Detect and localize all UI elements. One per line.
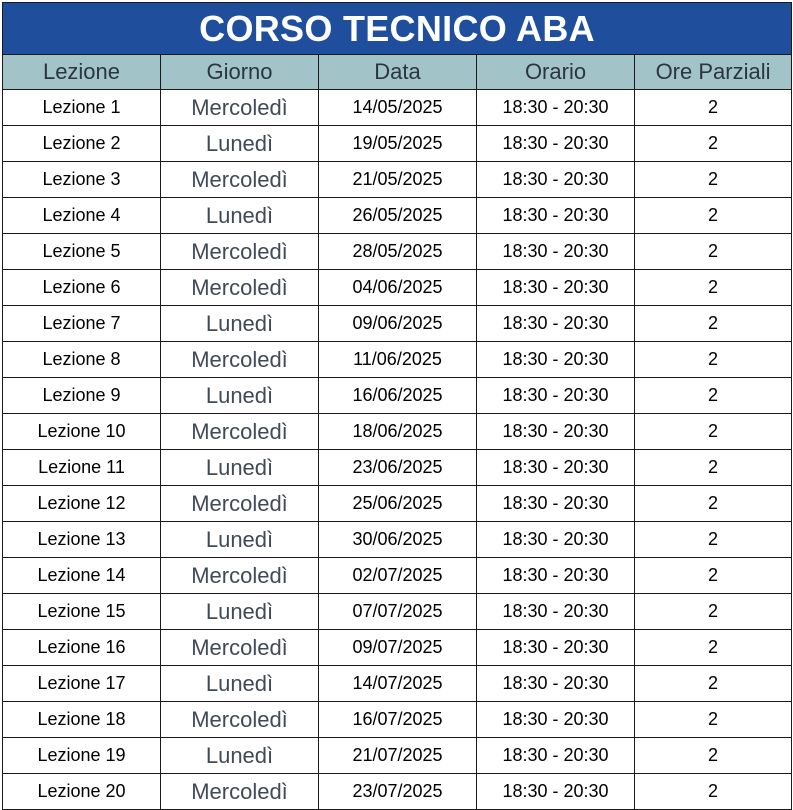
table-row	[3, 234, 792, 270]
date-cell: 02/07/2025	[319, 558, 477, 594]
table-row	[3, 162, 792, 198]
time-cell: 18:30 - 20:30	[477, 630, 635, 666]
lesson-cell: Lezione 9	[3, 378, 161, 414]
date-cell: 09/06/2025	[319, 306, 477, 342]
hours-cell: 2	[635, 270, 792, 306]
day-cell: Mercoledì	[161, 630, 319, 666]
hours-cell: 2	[635, 378, 792, 414]
time-cell: 18:30 - 20:30	[477, 162, 635, 198]
date-cell: 30/06/2025	[319, 522, 477, 558]
date-cell: 16/07/2025	[319, 702, 477, 738]
lesson-cell: Lezione 15	[3, 594, 161, 630]
day-cell: Mercoledì	[161, 414, 319, 450]
table-row	[3, 486, 792, 522]
hours-cell: 2	[635, 558, 792, 594]
day-cell: Mercoledì	[161, 270, 319, 306]
time-cell: 18:30 - 20:30	[477, 126, 635, 162]
hours-cell: 2	[635, 630, 792, 666]
date-cell: 07/07/2025	[319, 594, 477, 630]
lesson-cell: Lezione 8	[3, 342, 161, 378]
hours-cell: 2	[635, 702, 792, 738]
hours-cell: 2	[635, 666, 792, 702]
lesson-cell: Lezione 18	[3, 702, 161, 738]
day-cell: Lunedì	[161, 306, 319, 342]
day-cell: Mercoledì	[161, 702, 319, 738]
time-cell: 18:30 - 20:30	[477, 270, 635, 306]
time-cell: 18:30 - 20:30	[477, 522, 635, 558]
hours-cell: 2	[635, 198, 792, 234]
time-cell: 18:30 - 20:30	[477, 198, 635, 234]
hours-cell: 2	[635, 342, 792, 378]
day-cell: Mercoledì	[161, 486, 319, 522]
lesson-cell: Lezione 14	[3, 558, 161, 594]
table-row	[3, 342, 792, 378]
hours-cell: 2	[635, 738, 792, 774]
date-cell: 23/06/2025	[319, 450, 477, 486]
lesson-cell: Lezione 4	[3, 198, 161, 234]
table-row	[3, 90, 792, 126]
time-cell: 18:30 - 20:30	[477, 342, 635, 378]
table-row	[3, 414, 792, 450]
table-row	[3, 126, 792, 162]
table-row	[3, 198, 792, 234]
lesson-cell: Lezione 13	[3, 522, 161, 558]
day-cell: Lunedì	[161, 594, 319, 630]
day-cell: Lunedì	[161, 198, 319, 234]
lesson-cell: Lezione 17	[3, 666, 161, 702]
time-cell: 18:30 - 20:30	[477, 594, 635, 630]
day-cell: Mercoledì	[161, 234, 319, 270]
hours-cell: 2	[635, 90, 792, 126]
time-cell: 18:30 - 20:30	[477, 234, 635, 270]
table-row	[3, 738, 792, 774]
column-header-ore-parziali: Ore Parziali	[635, 55, 792, 90]
day-cell: Mercoledì	[161, 558, 319, 594]
date-cell: 26/05/2025	[319, 198, 477, 234]
time-cell: 18:30 - 20:30	[477, 666, 635, 702]
lesson-cell: Lezione 11	[3, 450, 161, 486]
date-cell: 21/07/2025	[319, 738, 477, 774]
date-cell: 14/07/2025	[319, 666, 477, 702]
page-title: CORSO TECNICO ABA	[3, 3, 792, 55]
hours-cell: 2	[635, 306, 792, 342]
table-row	[3, 378, 792, 414]
day-cell: Mercoledì	[161, 774, 319, 810]
time-cell: 18:30 - 20:30	[477, 486, 635, 522]
date-cell: 23/07/2025	[319, 774, 477, 810]
day-cell: Lunedì	[161, 522, 319, 558]
date-cell: 11/06/2025	[319, 342, 477, 378]
table-row	[3, 702, 792, 738]
lesson-cell: Lezione 10	[3, 414, 161, 450]
date-cell: 19/05/2025	[319, 126, 477, 162]
hours-cell: 2	[635, 522, 792, 558]
time-cell: 18:30 - 20:30	[477, 450, 635, 486]
day-cell: Mercoledì	[161, 342, 319, 378]
hours-cell: 2	[635, 450, 792, 486]
table-row	[3, 522, 792, 558]
time-cell: 18:30 - 20:30	[477, 558, 635, 594]
table-row	[3, 666, 792, 702]
column-header-giorno: Giorno	[161, 55, 319, 90]
hours-cell: 2	[635, 126, 792, 162]
day-cell: Lunedì	[161, 378, 319, 414]
time-cell: 18:30 - 20:30	[477, 414, 635, 450]
date-cell: 18/06/2025	[319, 414, 477, 450]
hours-cell: 2	[635, 234, 792, 270]
column-header-data: Data	[319, 55, 477, 90]
lesson-cell: Lezione 19	[3, 738, 161, 774]
date-cell: 16/06/2025	[319, 378, 477, 414]
time-cell: 18:30 - 20:30	[477, 306, 635, 342]
day-cell: Lunedì	[161, 126, 319, 162]
table-row	[3, 450, 792, 486]
table-row	[3, 270, 792, 306]
column-header-orario: Orario	[477, 55, 635, 90]
lesson-cell: Lezione 7	[3, 306, 161, 342]
day-cell: Mercoledì	[161, 90, 319, 126]
hours-cell: 2	[635, 162, 792, 198]
lesson-cell: Lezione 16	[3, 630, 161, 666]
time-cell: 18:30 - 20:30	[477, 702, 635, 738]
date-cell: 09/07/2025	[319, 630, 477, 666]
lesson-cell: Lezione 3	[3, 162, 161, 198]
table-row	[3, 594, 792, 630]
day-cell: Mercoledì	[161, 162, 319, 198]
table-row	[3, 630, 792, 666]
schedule-table	[2, 2, 792, 810]
lesson-cell: Lezione 1	[3, 90, 161, 126]
date-cell: 14/05/2025	[319, 90, 477, 126]
hours-cell: 2	[635, 414, 792, 450]
lesson-cell: Lezione 5	[3, 234, 161, 270]
time-cell: 18:30 - 20:30	[477, 378, 635, 414]
column-header-lezione: Lezione	[3, 55, 161, 90]
table-row	[3, 558, 792, 594]
lesson-cell: Lezione 20	[3, 774, 161, 810]
time-cell: 18:30 - 20:30	[477, 90, 635, 126]
time-cell: 18:30 - 20:30	[477, 774, 635, 810]
date-cell: 21/05/2025	[319, 162, 477, 198]
date-cell: 25/06/2025	[319, 486, 477, 522]
time-cell: 18:30 - 20:30	[477, 738, 635, 774]
lesson-cell: Lezione 12	[3, 486, 161, 522]
table-row	[3, 774, 792, 810]
table-row	[3, 306, 792, 342]
hours-cell: 2	[635, 774, 792, 810]
header-row	[3, 55, 792, 90]
day-cell: Lunedì	[161, 450, 319, 486]
day-cell: Lunedì	[161, 666, 319, 702]
lesson-cell: Lezione 2	[3, 126, 161, 162]
hours-cell: 2	[635, 486, 792, 522]
day-cell: Lunedì	[161, 738, 319, 774]
lesson-cell: Lezione 6	[3, 270, 161, 306]
table-body	[3, 90, 792, 810]
hours-cell: 2	[635, 594, 792, 630]
date-cell: 28/05/2025	[319, 234, 477, 270]
date-cell: 04/06/2025	[319, 270, 477, 306]
title-row	[3, 3, 792, 55]
